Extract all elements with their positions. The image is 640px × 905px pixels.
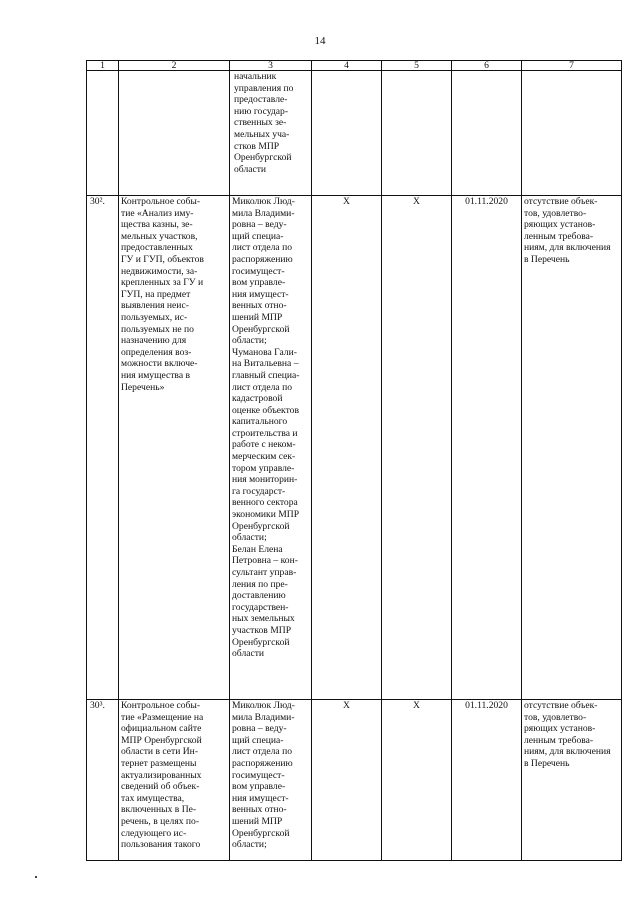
row-number: 30³. (87, 700, 119, 861)
date-cell: 01.11.2020 (452, 700, 522, 861)
responsible-cell: Миколюк Люд- мила Владими- ровна – веду- щий специа- лист отдела по распоряжению госимущест- вом управле- ния имущест- венных отно- шений МПР Оренбургской области; Чуманова Гали- на Витальевна – главный специа- лист отдела по кадастровой оценке объектов капитального строительства и работе с неком- мерческим сек- тором управле- ния мониторин- га государст- венного сектора экономики МПР Оренбургской области; Белан Елена Петровна – кон- сультант управ- ления по пре- доставлению государствен- ных земельных участков МПР Оренбургской области (230, 196, 312, 700)
column-number-5: 5 (382, 61, 452, 71)
responsible-cell: Миколюк Люд- мила Владими- ровна – веду- щий специа- лист отдела по распоряжению госимущест- вом управле- ния имущест- венных отно- шений МПР Оренбургской области; (230, 700, 312, 861)
result-cell (522, 71, 622, 196)
column-4-cell: Х (312, 700, 382, 861)
date-cell: 01.11.2020 (452, 196, 522, 700)
table-row (87, 71, 622, 196)
result-cell: отсутствие объек- тов, удовлетво- ряющих установ- ленным требова- ниям, для включения в Перечень (522, 196, 622, 700)
column-number-6: 6 (452, 61, 522, 71)
scan-speck (35, 876, 37, 878)
column-number-2: 2 (119, 61, 230, 71)
column-5-cell: Х (382, 700, 452, 861)
column-number-3: 3 (230, 61, 312, 71)
column-number-7: 7 (522, 61, 622, 71)
result-cell: отсутствие объек- тов, удовлетво- ряющих установ- ленным требова- ниям, для включения в Перечень (522, 700, 622, 861)
event-cell: Контрольное собы- тие «Размещение на официальном сайте МПР Оренбургской области в сети Ин- тернет размещены актуализированных сведений об объек- тах имущества, включенных в Пе- речень, в целях по- следующего ис- пользования такого (119, 700, 230, 861)
column-number-4: 4 (312, 61, 382, 71)
column-4-cell (312, 71, 382, 196)
table-row (87, 196, 622, 700)
column-4-cell: Х (312, 196, 382, 700)
page-number: 14 (314, 35, 326, 47)
event-cell: Контрольное собы- тие «Анализ иму- щества казны, зе- мельных участков, предоставленных ГУ и ГУП, объектов недвижимости, за- крепленных за ГУ и ГУП, на предмет выявления неис- пользуемых, ис- пользуемых не по назначению для определения воз- можности включе- ния имущества в Перечень» (119, 196, 230, 700)
row-number (87, 71, 119, 196)
plan-table (86, 60, 622, 861)
date-cell (452, 71, 522, 196)
column-5-cell (382, 71, 452, 196)
event-cell (119, 71, 230, 196)
row-number: 30². (87, 196, 119, 700)
column-5-cell: Х (382, 196, 452, 700)
header-row (87, 61, 622, 71)
column-number-1: 1 (87, 61, 119, 71)
table-row (87, 700, 622, 861)
responsible-cell: начальник управления по предоставле- нию государ- ственных зе- мельных уча- стков МПР Оренбургской области (230, 71, 312, 196)
